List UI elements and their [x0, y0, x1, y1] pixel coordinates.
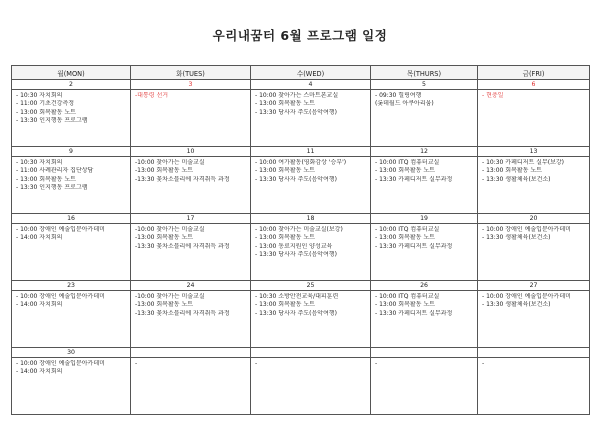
day-number: 5	[371, 80, 478, 90]
day-events-cell	[12, 157, 131, 214]
event-item: - 10:30 소방안전교육/대피훈련	[255, 293, 339, 300]
header-mon: 월(MON)	[12, 66, 131, 80]
day-number: 10	[131, 147, 251, 157]
event-item: - 13:30 생활체육(보건소)	[482, 175, 551, 183]
week-events-row	[12, 358, 590, 415]
day-number: 2	[12, 80, 131, 90]
event-item: - 13:30 카페디저트 실무과정	[375, 309, 453, 317]
event-item: - 13:00 회복활동 노트	[375, 167, 435, 175]
event-item: -10:00 찾아가는 미술교실	[135, 293, 205, 300]
event-item: - 13:00 회복활동 노트	[16, 108, 76, 116]
calendar-table	[11, 65, 590, 415]
event-item: -	[482, 360, 485, 367]
week-date-row	[12, 348, 590, 358]
event-item: - 11:00 사례관리자 집단상담	[16, 167, 94, 175]
day-events-cell	[371, 90, 478, 147]
day-events-cell	[12, 358, 131, 415]
event-item: - 13:00 회복활동 노트	[255, 301, 315, 309]
event-item: - 10:00 장애인 예술입문아카데미	[482, 293, 571, 300]
day-events-cell	[131, 224, 251, 281]
event-item: - 13:00 동료지원인 양성교육	[255, 242, 333, 250]
day-events-cell	[131, 358, 251, 415]
day-number: 12	[371, 147, 478, 157]
week-date-row	[12, 147, 590, 157]
event-item: - 10:00 장애인 예술입문아카데미	[482, 226, 571, 233]
day-events-cell	[371, 157, 478, 214]
event-item: - 14:00 자치회의	[16, 301, 63, 309]
day-number: 19	[371, 214, 478, 224]
day-events-cell	[251, 90, 371, 147]
event-item: -	[375, 360, 378, 367]
event-item: - 13:00 회복활동 노트	[16, 175, 76, 183]
header-wed: 수(WED)	[251, 66, 371, 80]
header-tue: 화(TUES)	[131, 66, 251, 80]
day-number: 25	[251, 281, 371, 291]
day-number	[478, 348, 590, 358]
event-item: - 10:00 찾아가는 스마트폰교실	[255, 92, 339, 99]
event-item: - 10:00 장애인 예술입문아카데미	[16, 293, 105, 300]
event-item: -	[135, 360, 138, 367]
event-item: -13:30 꽃차소믈리에 자격취득 과정	[135, 175, 230, 183]
event-item: - 13:30 카페디저트 실무과정	[375, 175, 453, 183]
calendar-body	[12, 80, 590, 415]
page-title: 우리내꿈터 6월 프로그램 일정	[212, 28, 388, 43]
day-events-cell	[12, 291, 131, 348]
day-number: 17	[131, 214, 251, 224]
week-date-row	[12, 80, 590, 90]
event-item: - 13:30 인지행동 프로그램	[16, 183, 88, 191]
day-events-cell	[131, 157, 251, 214]
event-item: - 13:00 회복활동 노트	[255, 100, 315, 108]
day-events-cell	[131, 291, 251, 348]
day-number: 30	[12, 348, 131, 358]
week-events-row	[12, 291, 590, 348]
day-number: 24	[131, 281, 251, 291]
event-item: - 현충일	[482, 92, 504, 99]
event-item: - 10:00 장애인 예술입문아카데미	[16, 226, 105, 233]
event-item: -	[255, 360, 258, 367]
event-item: - 13:30 카페디저트 실무과정	[375, 242, 453, 250]
event-item: -13:30 꽃차소믈리에 자격취득 과정	[135, 242, 230, 250]
day-number	[131, 348, 251, 358]
day-number: 3	[131, 80, 251, 90]
day-events-cell	[478, 157, 590, 214]
event-item: - 13:30 당사자 주도(음악여행)	[255, 309, 338, 317]
event-item: -13:00 회복활동 노트	[135, 234, 194, 242]
header-fri: 금(FRI)	[478, 66, 590, 80]
event-item: - 13:00 회복활동 노트	[375, 234, 435, 242]
event-item: - 10:00 찾아가는 미술교실(보강)	[255, 226, 343, 233]
event-item: - 09:30 힐링여행	[375, 92, 422, 99]
header-row	[12, 66, 590, 80]
event-item: - 10:00 ITQ 컴퓨터교실	[375, 293, 440, 300]
event-item: - 10:30 자치회의	[16, 159, 63, 166]
event-item: - 14:00 자치회의	[16, 234, 63, 242]
day-number: 16	[12, 214, 131, 224]
day-events-cell	[251, 224, 371, 281]
day-number: 11	[251, 147, 371, 157]
event-item: -대통령 선거	[135, 92, 169, 99]
event-item: - 13:30 당사자 주도(음악여행)	[255, 108, 338, 116]
day-number: 20	[478, 214, 590, 224]
day-number: 4	[251, 80, 371, 90]
week-events-row	[12, 90, 590, 147]
event-item: -13:00 회복활동 노트	[135, 301, 194, 309]
event-item: -10:00 찾아가는 미술교실	[135, 159, 205, 166]
day-number: 27	[478, 281, 590, 291]
event-item: - 13:00 회복활동 노트	[375, 301, 435, 309]
day-events-cell	[12, 224, 131, 281]
week-events-row	[12, 224, 590, 281]
day-events-cell	[478, 90, 590, 147]
event-item: - 10:00 여가활동(영화감상 '승부')	[255, 159, 347, 166]
event-item: -10:00 찾아가는 미술교실	[135, 226, 205, 233]
day-events-cell	[478, 358, 590, 415]
event-item: - 13:30 생활체육(보건소)	[482, 234, 551, 242]
day-number: 18	[251, 214, 371, 224]
day-events-cell	[371, 291, 478, 348]
day-events-cell	[251, 358, 371, 415]
event-item: - 10:00 장애인 예술입문아카데미	[16, 360, 105, 367]
day-number: 9	[12, 147, 131, 157]
header-thu: 목(THURS)	[371, 66, 478, 80]
event-item: -13:30 꽃차소믈리에 자격취득 과정	[135, 309, 230, 317]
week-date-row	[12, 214, 590, 224]
day-events-cell	[371, 224, 478, 281]
day-number: 6	[478, 80, 590, 90]
event-item: - 13:30 당사자 주도(음악여행)	[255, 175, 338, 183]
event-item: - 10:00 ITQ 컴퓨터교실	[375, 226, 440, 233]
day-events-cell	[12, 90, 131, 147]
day-events-cell	[131, 90, 251, 147]
day-events-cell	[371, 358, 478, 415]
day-events-cell	[478, 291, 590, 348]
event-item: - 13:30 인지행동 프로그램	[16, 116, 88, 124]
day-number	[371, 348, 478, 358]
event-item: - 10:30 자치회의	[16, 92, 63, 99]
event-item: - 10:00 ITQ 컴퓨터교실	[375, 159, 440, 166]
event-item: -13:00 회복활동 노트	[135, 167, 194, 175]
event-item: - 13:00 회복활동 노트	[255, 167, 315, 175]
day-events-cell	[251, 157, 371, 214]
event-item: - 10:30 카페디저트 실무(보강)	[482, 159, 565, 166]
day-number: 13	[478, 147, 590, 157]
week-date-row	[12, 281, 590, 291]
event-item: - 13:00 회복활동 노트	[482, 167, 542, 175]
event-item: - 11:00 기초건강측정	[16, 100, 75, 108]
event-item: - 13:30 당사자 주도(음악여행)	[255, 250, 338, 258]
event-item: - 13:30 생활체육(보건소)	[482, 301, 551, 309]
day-events-cell	[251, 291, 371, 348]
event-item: (롯데월드 아쿠아리움)	[375, 100, 434, 108]
event-item: - 14:00 자치회의	[16, 368, 63, 376]
day-events-cell	[478, 224, 590, 281]
day-number: 26	[371, 281, 478, 291]
day-number: 23	[12, 281, 131, 291]
event-item: - 13:00 회복활동 노트	[255, 234, 315, 242]
week-events-row	[12, 157, 590, 214]
day-number	[251, 348, 371, 358]
